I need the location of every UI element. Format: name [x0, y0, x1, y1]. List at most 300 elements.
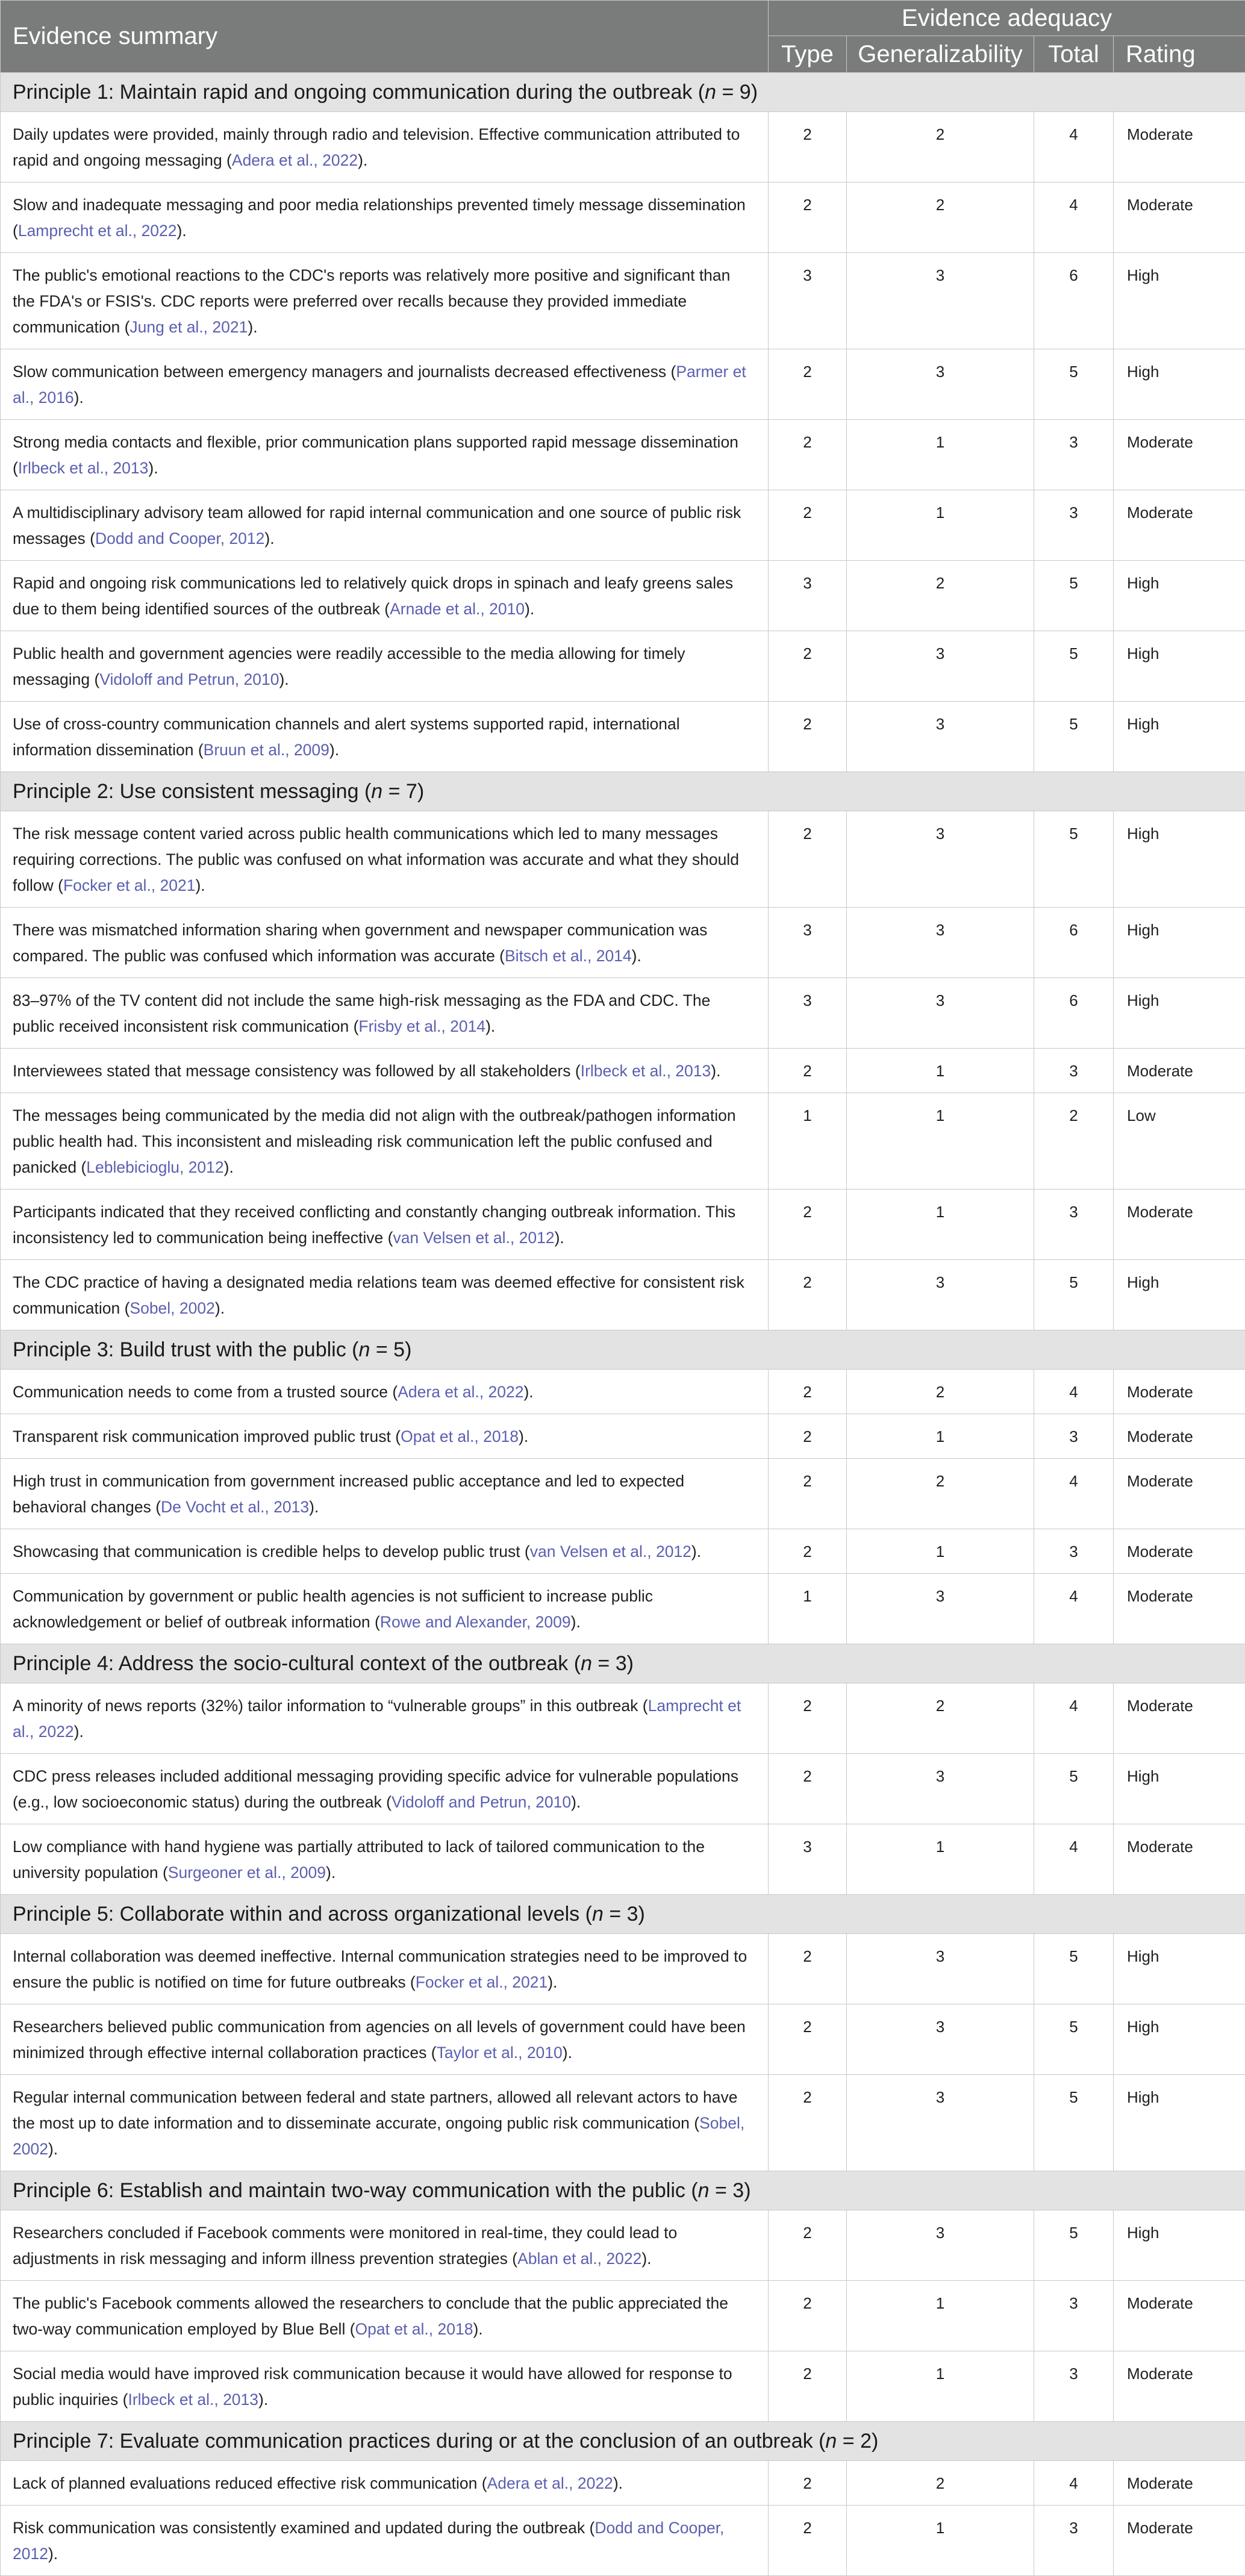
evidence-summary-cell [1, 702, 769, 772]
evidence-summary-cell [1, 1093, 769, 1190]
citation-link[interactable]: Ablan et al., 2022 [517, 2250, 641, 2268]
rating-cell: Moderate [1114, 1824, 1245, 1895]
table-row [1, 811, 1245, 908]
evidence-text: Internal collaboration was deemed ineffective. Internal communication strategies need to be improved to ensure the public is notified on time for future outbreaks ( [13, 1947, 747, 1991]
type-cell: 2 [769, 490, 847, 561]
section-count: = 9) [716, 81, 758, 104]
generalizability-cell: 3 [847, 811, 1034, 908]
total-cell: 4 [1034, 1370, 1114, 1414]
generalizability-cell: 1 [847, 490, 1034, 561]
header-rating: Rating [1114, 36, 1245, 73]
section-n-symbol: n [825, 2430, 837, 2453]
evidence-summary-cell [1, 2461, 769, 2506]
evidence-text: Interviewees stated that message consistency was followed by all stakeholders ( [13, 1062, 581, 1080]
total-cell: 5 [1034, 349, 1114, 420]
generalizability-cell: 3 [847, 253, 1034, 349]
evidence-summary-cell [1, 1529, 769, 1574]
evidence-summary-cell [1, 2075, 769, 2171]
evidence-text: 83–97% of the TV content did not include the same high-risk messaging as the FDA and CDC. The public received inconsistent risk communication ( [13, 991, 710, 1035]
total-cell: 4 [1034, 1459, 1114, 1529]
evidence-summary-cell [1, 112, 769, 182]
section-header-row [1, 772, 1245, 811]
generalizability-cell: 1 [847, 1824, 1034, 1895]
section-count: = 7) [382, 780, 424, 803]
generalizability-cell: 1 [847, 2351, 1034, 2422]
evidence-summary-cell [1, 631, 769, 702]
rating-cell: High [1114, 978, 1245, 1049]
citation-link[interactable]: van Velsen et al., 2012 [393, 1229, 554, 1247]
header-total: Total [1034, 36, 1114, 73]
generalizability-cell: 2 [847, 1683, 1034, 1754]
evidence-text-tail: ). [711, 1062, 720, 1080]
evidence-summary-cell [1, 1190, 769, 1260]
type-cell: 2 [769, 1190, 847, 1260]
generalizability-cell: 2 [847, 561, 1034, 631]
citation-link[interactable]: De Vocht et al., 2013 [161, 1498, 309, 1516]
generalizability-cell: 1 [847, 1190, 1034, 1260]
header-evidence-adequacy: Evidence adequacy [769, 1, 1245, 36]
evidence-text: Showcasing that communication is credible helps to develop public trust ( [13, 1542, 530, 1561]
table-row [1, 1574, 1245, 1644]
evidence-summary-cell [1, 1934, 769, 2004]
type-cell: 2 [769, 1754, 847, 1824]
generalizability-cell: 3 [847, 2075, 1034, 2171]
evidence-text: Communication needs to come from a trusted source ( [13, 1383, 398, 1401]
header-evidence-summary: Evidence summary [1, 1, 769, 73]
rating-cell: Moderate [1114, 182, 1245, 253]
evidence-text: Slow and inadequate messaging and poor media relationships prevented timely message dissemination ( [13, 196, 746, 240]
table-row [1, 2351, 1245, 2422]
citation-link[interactable]: Dodd and Cooper, 2012 [95, 529, 264, 547]
citation-link[interactable]: Opat et al., 2018 [355, 2320, 473, 2338]
evidence-summary-cell [1, 978, 769, 1049]
evidence-text-tail: ). [641, 2250, 651, 2268]
table-row [1, 2461, 1245, 2506]
evidence-summary-cell [1, 2351, 769, 2422]
type-cell: 2 [769, 631, 847, 702]
evidence-text: Public health and government agencies were readily accessible to the media allowing for timely messaging ( [13, 644, 685, 688]
citation-link[interactable]: Surgeoner et al., 2009 [168, 1863, 326, 1882]
citation-link[interactable]: Irlbeck et al., 2013 [128, 2390, 258, 2409]
table-row [1, 702, 1245, 772]
citation-link[interactable]: Adera et al., 2022 [232, 151, 358, 169]
type-cell: 2 [769, 2075, 847, 2171]
evidence-summary-cell [1, 253, 769, 349]
generalizability-cell: 1 [847, 1529, 1034, 1574]
evidence-text-tail: ). [279, 670, 289, 688]
type-cell: 2 [769, 811, 847, 908]
evidence-text: Risk communication was consistently examined and updated during the outbreak ( [13, 2519, 594, 2537]
total-cell: 5 [1034, 1754, 1114, 1824]
total-cell: 5 [1034, 811, 1114, 908]
evidence-text: The public's Facebook comments allowed the researchers to conclude that the public appreciated the two-way communication employed by Blue Bell ( [13, 2294, 728, 2338]
table-row [1, 1190, 1245, 1260]
evidence-text: Daily updates were provided, mainly through radio and television. Effective communication attributed to rapid and ongoing messaging ( [13, 125, 740, 169]
citation-link[interactable]: Irlbeck et al., 2013 [18, 459, 149, 477]
rating-cell: High [1114, 1754, 1245, 1824]
evidence-text-tail: ). [329, 741, 339, 759]
section-title-text: Principle 5: Collaborate within and across organizational levels ( [13, 1903, 592, 1926]
table-body [1, 73, 1245, 2576]
total-cell: 4 [1034, 1824, 1114, 1895]
evidence-text-tail: ). [74, 1723, 84, 1741]
table-row [1, 1824, 1245, 1895]
evidence-summary-cell [1, 490, 769, 561]
citation-link[interactable]: Bruun et al., 2009 [204, 741, 329, 759]
section-count: = 3) [604, 1903, 645, 1926]
type-cell: 1 [769, 1574, 847, 1644]
type-cell: 2 [769, 420, 847, 490]
evidence-text-tail: ). [485, 1017, 495, 1035]
evidence-text: Participants indicated that they received conflicting and constantly changing outbreak information. This inconsistency led to communication being ineffective ( [13, 1203, 735, 1247]
rating-cell: Moderate [1114, 490, 1245, 561]
type-cell: 2 [769, 2461, 847, 2506]
rating-cell: Moderate [1114, 420, 1245, 490]
evidence-summary-cell [1, 1260, 769, 1330]
total-cell: 6 [1034, 978, 1114, 1049]
rating-cell: High [1114, 1260, 1245, 1330]
type-cell: 2 [769, 112, 847, 182]
evidence-text-tail: ). [632, 947, 641, 965]
evidence-summary-cell [1, 1574, 769, 1644]
rating-cell: High [1114, 561, 1245, 631]
total-cell: 3 [1034, 2506, 1114, 2576]
rating-cell: High [1114, 702, 1245, 772]
evidence-text-tail: ). [148, 459, 158, 477]
section-count: = 5) [370, 1338, 411, 1361]
table-row [1, 2210, 1245, 2281]
evidence-summary-cell [1, 1683, 769, 1754]
section-title-text: Principle 3: Build trust with the public ( [13, 1338, 358, 1361]
type-cell: 2 [769, 182, 847, 253]
evidence-text-tail: ). [215, 1299, 225, 1317]
generalizability-cell: 3 [847, 349, 1034, 420]
generalizability-cell: 2 [847, 2461, 1034, 2506]
section-title [1, 1895, 1245, 1934]
generalizability-cell: 3 [847, 1754, 1034, 1824]
evidence-text: Communication by government or public health agencies is not sufficient to increase public acknowledgement or belief of outbreak information ( [13, 1587, 653, 1631]
citation-link[interactable]: Lamprecht et al., 2022 [13, 1697, 741, 1741]
table-row [1, 182, 1245, 253]
table-row [1, 349, 1245, 420]
citation-link[interactable]: Bitsch et al., 2014 [505, 947, 632, 965]
evidence-summary-cell [1, 811, 769, 908]
total-cell: 3 [1034, 420, 1114, 490]
rating-cell: High [1114, 253, 1245, 349]
evidence-text-tail: ). [548, 1973, 557, 1991]
generalizability-cell: 1 [847, 2506, 1034, 2576]
total-cell: 4 [1034, 1574, 1114, 1644]
section-title [1, 772, 1245, 811]
type-cell: 3 [769, 561, 847, 631]
evidence-text: The public's emotional reactions to the CDC's reports was relatively more positive and significant than the FDA's or FSIS's. CDC reports were preferred over recalls because they provided immediate communication ( [13, 266, 730, 336]
total-cell: 5 [1034, 1934, 1114, 2004]
evidence-summary-cell [1, 1459, 769, 1529]
total-cell: 6 [1034, 908, 1114, 978]
rating-cell: High [1114, 2075, 1245, 2171]
evidence-text-tail: ). [177, 222, 187, 240]
total-cell: 5 [1034, 561, 1114, 631]
generalizability-cell: 2 [847, 1459, 1034, 1529]
section-title-text: Principle 7: Evaluate communication practices during or at the conclusion of an outbreak ( [13, 2430, 825, 2453]
section-title [1, 1330, 1245, 1370]
evidence-summary-cell [1, 1754, 769, 1824]
citation-link[interactable]: Frisby et al., 2014 [358, 1017, 485, 1035]
total-cell: 5 [1034, 702, 1114, 772]
citation-link[interactable]: Parmer et al., 2016 [13, 363, 746, 407]
rating-cell: Moderate [1114, 1414, 1245, 1459]
evidence-summary-cell [1, 1049, 769, 1093]
rating-cell: High [1114, 2210, 1245, 2281]
generalizability-cell: 3 [847, 631, 1034, 702]
section-title [1, 2171, 1245, 2210]
table-row [1, 1754, 1245, 1824]
type-cell: 2 [769, 1934, 847, 2004]
evidence-text-tail: ). [326, 1863, 335, 1882]
citation-link[interactable]: Vidoloff and Petrun, 2010 [99, 670, 279, 688]
type-cell: 3 [769, 978, 847, 1049]
type-cell: 2 [769, 1370, 847, 1414]
table-row [1, 561, 1245, 631]
section-n-symbol: n [698, 2179, 710, 2202]
section-header-row [1, 1330, 1245, 1370]
table-row [1, 2075, 1245, 2171]
section-n-symbol: n [358, 1338, 370, 1361]
evidence-summary-cell [1, 1370, 769, 1414]
table-row [1, 490, 1245, 561]
table-row [1, 1093, 1245, 1190]
rating-cell: High [1114, 349, 1245, 420]
evidence-text-tail: ). [519, 1427, 528, 1445]
section-count: = 2) [837, 2430, 878, 2453]
evidence-text: There was mismatched information sharing when government and newspaper communication was compared. The public was confused which information was accurate ( [13, 921, 707, 965]
type-cell: 3 [769, 1824, 847, 1895]
total-cell: 5 [1034, 2004, 1114, 2075]
evidence-text-tail: ). [571, 1613, 581, 1631]
evidence-text: CDC press releases included additional messaging providing specific advice for vulnerable populations (e.g., low socioeconomic status) during the outbreak ( [13, 1767, 738, 1811]
table-row [1, 631, 1245, 702]
section-title [1, 73, 1245, 112]
type-cell: 2 [769, 1459, 847, 1529]
rating-cell: Moderate [1114, 1459, 1245, 1529]
evidence-text-tail: ). [523, 1383, 533, 1401]
citation-link[interactable]: Leblebicioglu, 2012 [86, 1158, 223, 1176]
evidence-text: High trust in communication from government increased public acceptance and led to expected behavioral changes ( [13, 1472, 684, 1516]
evidence-summary-cell [1, 2281, 769, 2351]
generalizability-cell: 3 [847, 1260, 1034, 1330]
total-cell: 5 [1034, 631, 1114, 702]
rating-cell: High [1114, 1934, 1245, 2004]
evidence-text-tail: ). [258, 2390, 268, 2409]
citation-link[interactable]: Focker et al., 2021 [416, 1973, 548, 1991]
rating-cell: Moderate [1114, 1529, 1245, 1574]
header-generalizability: Generalizability [847, 36, 1034, 73]
citation-link[interactable]: Opat et al., 2018 [401, 1427, 519, 1445]
citation-link[interactable]: Adera et al., 2022 [487, 2474, 613, 2492]
total-cell: 5 [1034, 2210, 1114, 2281]
type-cell: 2 [769, 1414, 847, 1459]
rating-cell: High [1114, 2004, 1245, 2075]
total-cell: 3 [1034, 1414, 1114, 1459]
table-row [1, 420, 1245, 490]
evidence-text-tail: ). [264, 529, 274, 547]
evidence-text-tail: ). [309, 1498, 319, 1516]
total-cell: 3 [1034, 2351, 1114, 2422]
rating-cell: Moderate [1114, 2506, 1245, 2576]
section-title [1, 2422, 1245, 2461]
total-cell: 2 [1034, 1093, 1114, 1190]
citation-link[interactable]: Vidoloff and Petrun, 2010 [392, 1793, 571, 1811]
evidence-text: Social media would have improved risk communication because it would have allowed for response to public inquiries ( [13, 2365, 732, 2409]
evidence-text: A minority of news reports (32%) tailor information to “vulnerable groups” in this outbreak ( [13, 1697, 648, 1715]
type-cell: 1 [769, 1093, 847, 1190]
evidence-summary-cell [1, 561, 769, 631]
citation-link[interactable]: Dodd and Cooper, 2012 [13, 2519, 724, 2563]
total-cell: 4 [1034, 112, 1114, 182]
type-cell: 3 [769, 908, 847, 978]
evidence-text: Use of cross-country communication channels and alert systems supported rapid, international information dissemination ( [13, 715, 680, 759]
total-cell: 3 [1034, 2281, 1114, 2351]
evidence-text: Low compliance with hand hygiene was partially attributed to lack of tailored communication to the university population ( [13, 1838, 705, 1882]
evidence-summary-cell [1, 2004, 769, 2075]
rating-cell: Moderate [1114, 1049, 1245, 1093]
generalizability-cell: 3 [847, 1574, 1034, 1644]
evidence-text-tail: ). [248, 318, 257, 336]
section-title-text: Principle 1: Maintain rapid and ongoing communication during the outbreak ( [13, 81, 705, 104]
evidence-text: Slow communication between emergency managers and journalists decreased effectiveness ( [13, 363, 676, 381]
section-title-text: Principle 4: Address the socio-cultural context of the outbreak ( [13, 1652, 581, 1675]
type-cell: 2 [769, 1260, 847, 1330]
evidence-text: Lack of planned evaluations reduced effective risk communication ( [13, 2474, 487, 2492]
section-header-row [1, 2422, 1245, 2461]
evidence-text: Transparent risk communication improved public trust ( [13, 1427, 401, 1445]
evidence-summary-cell [1, 420, 769, 490]
table-row [1, 2004, 1245, 2075]
evidence-text-tail: ). [555, 1229, 564, 1247]
evidence-text: A multidisciplinary advisory team allowed for rapid internal communication and one source of public risk messages ( [13, 504, 741, 547]
evidence-text-tail: ). [195, 876, 205, 894]
type-cell: 2 [769, 2004, 847, 2075]
evidence-text-tail: ). [473, 2320, 482, 2338]
evidence-text: Rapid and ongoing risk communications led to relatively quick drops in spinach and leafy greens sales due to them being identified sources of the outbreak ( [13, 574, 733, 618]
table-row [1, 1049, 1245, 1093]
type-cell: 2 [769, 2351, 847, 2422]
section-n-symbol: n [705, 81, 716, 104]
type-cell: 2 [769, 2210, 847, 2281]
evidence-text-tail: ). [358, 151, 367, 169]
generalizability-cell: 1 [847, 1414, 1034, 1459]
total-cell: 4 [1034, 182, 1114, 253]
evidence-summary-cell [1, 2506, 769, 2576]
total-cell: 6 [1034, 253, 1114, 349]
rating-cell: High [1114, 811, 1245, 908]
type-cell: 2 [769, 349, 847, 420]
citation-link[interactable]: Irlbeck et al., 2013 [581, 1062, 711, 1080]
generalizability-cell: 3 [847, 702, 1034, 772]
rating-cell: High [1114, 631, 1245, 702]
citation-link[interactable]: Focker et al., 2021 [63, 876, 195, 894]
citation-link[interactable]: Arnade et al., 2010 [390, 600, 525, 618]
evidence-text-tail: ). [691, 1542, 701, 1561]
section-title [1, 1644, 1245, 1683]
rating-cell: Moderate [1114, 1370, 1245, 1414]
citation-link[interactable]: Rowe and Alexander, 2009 [380, 1613, 571, 1631]
section-header-row [1, 73, 1245, 112]
generalizability-cell: 1 [847, 420, 1034, 490]
rating-cell: Moderate [1114, 1574, 1245, 1644]
section-n-symbol: n [592, 1903, 604, 1926]
evidence-text-tail: ). [525, 600, 534, 618]
rating-cell: Moderate [1114, 112, 1245, 182]
table-row [1, 1934, 1245, 2004]
section-header-row [1, 1895, 1245, 1934]
table-row [1, 1414, 1245, 1459]
citation-link[interactable]: Sobel, 2002 [129, 1299, 214, 1317]
section-title-text: Principle 2: Use consistent messaging ( [13, 780, 371, 803]
evidence-summary-cell [1, 349, 769, 420]
section-header-row [1, 2171, 1245, 2210]
evidence-text: The messages being communicated by the media did not align with the outbreak/pathogen information public health had. This inconsistent and misleading risk communication left the public confused and panicked ( [13, 1106, 736, 1176]
generalizability-cell: 2 [847, 182, 1034, 253]
citation-link[interactable]: Adera et al., 2022 [398, 1383, 523, 1401]
type-cell: 2 [769, 2506, 847, 2576]
evidence-text: The risk message content varied across public health communications which led to many messages requiring corrections. The public was confused on what information was accurate and what they should follow ( [13, 825, 739, 894]
citation-link[interactable]: Lamprecht et al., 2022 [18, 222, 177, 240]
generalizability-cell: 3 [847, 2210, 1034, 2281]
rating-cell: Low [1114, 1093, 1245, 1190]
type-cell: 2 [769, 702, 847, 772]
evidence-text: Regular internal communication between federal and state partners, allowed all relevant actors to have the most up to date information and to disseminate accurate, ongoing public risk communication ( [13, 2088, 738, 2132]
generalizability-cell: 1 [847, 1049, 1034, 1093]
citation-link[interactable]: van Velsen et al., 2012 [530, 1542, 691, 1561]
table-header [1, 1, 1245, 73]
table-row [1, 2281, 1245, 2351]
total-cell: 4 [1034, 2461, 1114, 2506]
table-row [1, 253, 1245, 349]
rating-cell: Moderate [1114, 1683, 1245, 1754]
table-row [1, 112, 1245, 182]
section-n-symbol: n [581, 1652, 592, 1675]
citation-link[interactable]: Sobel, 2002 [13, 2114, 744, 2158]
table-row [1, 978, 1245, 1049]
total-cell: 5 [1034, 2075, 1114, 2171]
evidence-text-tail: ). [74, 388, 84, 407]
evidence-summary-cell [1, 1414, 769, 1459]
generalizability-cell: 3 [847, 908, 1034, 978]
citation-link[interactable]: Jung et al., 2021 [129, 318, 248, 336]
type-cell: 3 [769, 253, 847, 349]
generalizability-cell: 3 [847, 1934, 1034, 2004]
rating-cell: Moderate [1114, 2461, 1245, 2506]
total-cell: 3 [1034, 490, 1114, 561]
type-cell: 2 [769, 1683, 847, 1754]
total-cell: 3 [1034, 1529, 1114, 1574]
evidence-text-tail: ). [224, 1158, 234, 1176]
total-cell: 4 [1034, 1683, 1114, 1754]
citation-link[interactable]: Taylor et al., 2010 [437, 2044, 563, 2062]
type-cell: 2 [769, 2281, 847, 2351]
generalizability-cell: 1 [847, 1093, 1034, 1190]
table-row [1, 1370, 1245, 1414]
evidence-text: Strong media contacts and flexible, prior communication plans supported rapid message dissemination ( [13, 433, 738, 477]
rating-cell: Moderate [1114, 2351, 1245, 2422]
evidence-text-tail: ). [48, 2140, 58, 2158]
generalizability-cell: 2 [847, 1370, 1034, 1414]
generalizability-cell: 1 [847, 2281, 1034, 2351]
evidence-summary-cell [1, 2210, 769, 2281]
rating-cell: Moderate [1114, 2281, 1245, 2351]
table-row [1, 908, 1245, 978]
